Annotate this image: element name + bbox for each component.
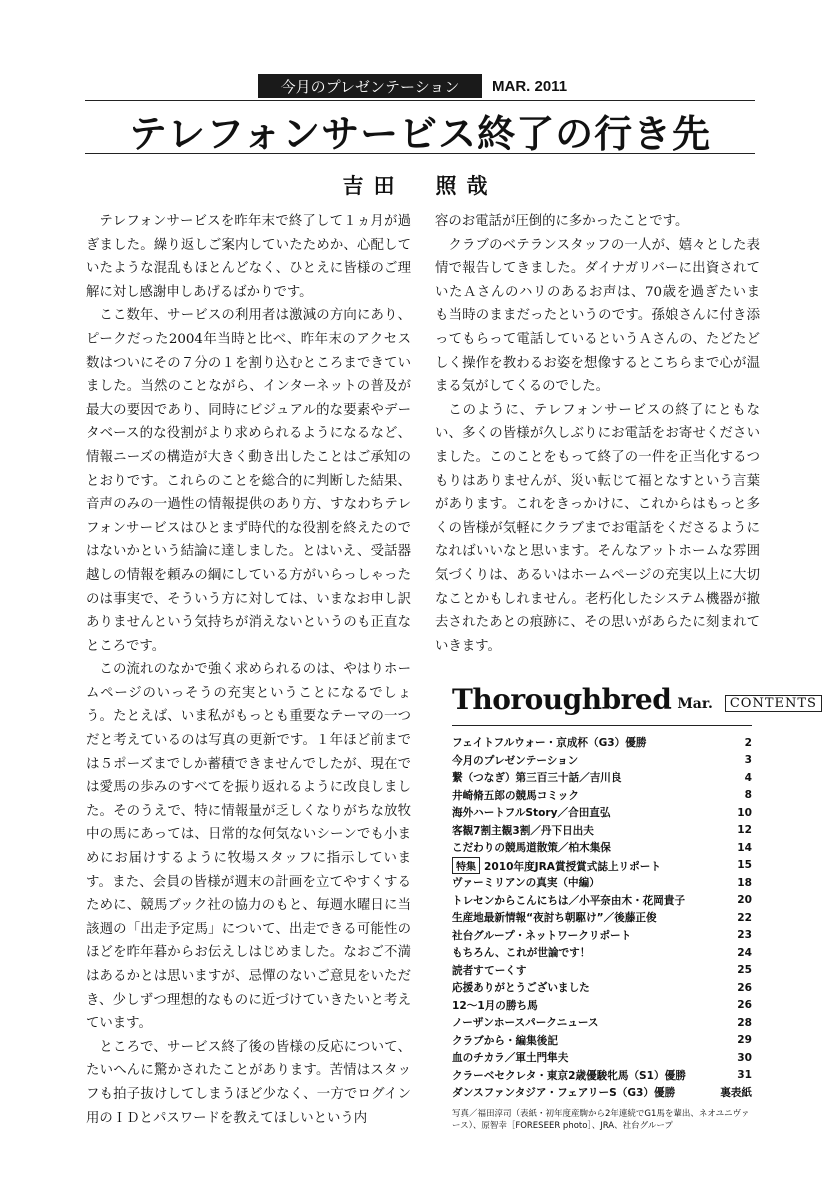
contents-item-page: 26 xyxy=(737,999,752,1012)
contents-item-text: 読者すてーくす xyxy=(452,964,527,977)
contents-item-title xyxy=(452,840,611,855)
contents-item-text: クラブから・編集後記 xyxy=(452,1034,558,1047)
contents-item-page: 裏表紙 xyxy=(720,1087,752,1100)
contents-item-text: 血のチカラ／軍土門隼夫 xyxy=(452,1052,569,1065)
contents-item xyxy=(452,962,752,980)
contents-item-text: ダンスファンタジア・フェアリーS（G3）優勝 xyxy=(452,1087,676,1100)
contents-item xyxy=(452,839,752,857)
contents-item-title xyxy=(452,893,685,908)
contents-item xyxy=(452,979,752,997)
contents-item-text: トレセンからこんにちは／小平奈由木・花岡貴子 xyxy=(452,894,686,907)
paragraph: テレフォンサービスを昨年末で終了して１ヵ月が過ぎました。繰り返しご案内していたためか、心配していたような混乱もほとんどなく、ひとえに皆様のご理解に対し感謝申しあげるばかりです。 xyxy=(86,214,411,300)
contents-item-text: もちろん、これが世論です！ xyxy=(452,947,591,960)
contents-item-title xyxy=(452,735,646,750)
contents-header xyxy=(452,683,817,716)
paragraph: この流れのなかで強く求められるのは、やはりホームページのいっそうの充実ということになるでしょう。たとえば、いま私がもっとも重要なテーマの一つだと考えているのは写真の更新です。１年ほど前までは５ポーズまでしか蓄積できませんでしたが、現在では愛馬の歩みのすべてを振り返れるように改良しました。そのうえで、特に情報量が乏しくなりがちな放牧中の馬にあっては、日常的な何気ないシーンでも小まめにお届けするように牧場スタッフに指示しています。また、会員の皆様が週末の計画を立てやすくするために、競馬ブック社の協力のもと、毎週水曜日に当該週の「出走予定馬」について、出走できる可能性のほどを昨年暮からお伝えしはじめました。なおご不満はあるかとは思いますが、忌憚のないご意見をいただき、少しずつ理想的なものに近づけていきたいと考えています。 xyxy=(86,662,411,1032)
contents-item-text: 2010年度JRA賞授賞式誌上リポート xyxy=(484,860,661,873)
magazine-name: Thoroughbred xyxy=(452,683,672,716)
article-column-right xyxy=(435,210,760,658)
contents-item xyxy=(452,1084,752,1102)
contents-item xyxy=(452,857,752,875)
contents-label: CONTENTS xyxy=(725,695,822,712)
author-name: 吉田 照哉 xyxy=(342,173,498,198)
contents-item xyxy=(452,892,752,910)
contents-item-text: 今月のプレゼンテーション xyxy=(452,754,579,767)
contents-item-text: ノーザンホースパークニュース xyxy=(452,1017,599,1030)
contents-item xyxy=(452,822,752,840)
contents-item-page: 18 xyxy=(737,876,752,889)
contents-item xyxy=(452,1067,752,1085)
contents-item-page: 10 xyxy=(737,806,752,819)
contents-item xyxy=(452,1014,752,1032)
contents-item xyxy=(452,874,752,892)
section-label: 今月のプレゼンテーション xyxy=(258,74,482,98)
contents-item-text: 客観7割主観3割／丹下日出夫 xyxy=(452,824,594,837)
contents-item xyxy=(452,909,752,927)
contents-item-text: フェイトフルウォー・京成杯（G3）優勝 xyxy=(452,737,647,750)
contents-item-title xyxy=(452,910,657,925)
contents-item xyxy=(452,997,752,1015)
contents-item-page: 14 xyxy=(737,841,752,854)
contents-item-text: 海外ハートフルStory／合田直弘 xyxy=(452,807,611,820)
title-divider-top xyxy=(85,100,755,101)
contents-item-title xyxy=(452,1033,558,1048)
contents-item xyxy=(452,804,752,822)
contents-item-text: 社台グループ・ネットワークリポート xyxy=(452,929,632,942)
contents-item-page: 12 xyxy=(737,824,752,837)
paragraph: クラブのベテランスタッフの一人が、嬉々とした表情で報告してきました。ダイナガリバーに出資されていたＡさんのハリのあるお声は、70歳を過ぎたいまも当時のままだったというのです。孫娘さんに付き添ってもらって電話しているというＡさんの、たどたどしく操作を教わるお姿を想像するとこちらまで心が温まる気がしてくるのでした。 xyxy=(435,237,760,395)
contents-item-title xyxy=(452,1068,686,1083)
contents-item-title xyxy=(452,1085,675,1100)
contents-item xyxy=(452,734,752,752)
contents-divider xyxy=(452,725,752,726)
paragraph: このように、テレフォンサービスの終了にともない、多くの皆様が久しぶりにお電話をお寄せくださいました。このことをもって終了の一件を正当化するつもりはありませんが、災い転じて福となすという言葉があります。これをきっかけに、これからはもっと多くの皆様が気軽にクラブまでお電話をくださるようになればいいなと思います。そんなアットホームな雰囲気づくりは、あるいはホームページの充実以上に大切なことかもしれません。老朽化したシステム機器が撤去されたあとの痕跡に、その思いがあらたに刻まれていきます。 xyxy=(435,402,760,654)
contents-item xyxy=(452,787,752,805)
contents-list xyxy=(452,734,752,1102)
contents-item-page: 4 xyxy=(744,771,752,784)
contents-item xyxy=(452,927,752,945)
contents-item-title xyxy=(452,1015,599,1030)
contents-item-page: 31 xyxy=(737,1069,752,1082)
contents-item-page: 26 xyxy=(737,981,752,994)
contents-item-text: 井崎脩五郎の競馬コミック xyxy=(452,789,579,802)
contents-item-text: 応援ありがとうございました xyxy=(452,982,590,995)
contents-item-page: 29 xyxy=(737,1034,752,1047)
contents-item-page: 23 xyxy=(737,929,752,942)
contents-item-title xyxy=(452,805,610,820)
contents-item-title xyxy=(452,998,538,1013)
contents-item-title xyxy=(452,980,590,995)
contents-item-text: こだわりの競馬道散策／柏木集保 xyxy=(452,842,611,855)
contents-item-text: ヴァーミリアンの真実（中編） xyxy=(452,877,600,890)
contents-item-page: 24 xyxy=(737,946,752,959)
contents-item-title xyxy=(452,857,661,874)
contents-item-text: 繋（つなぎ）第三百三十話／吉川良 xyxy=(452,772,622,785)
contents-item-title xyxy=(452,753,578,768)
issue-date: MAR. 2011 xyxy=(492,77,568,95)
contents-item-title xyxy=(452,788,579,803)
header-bar xyxy=(258,74,578,98)
contents-box xyxy=(452,683,817,1132)
contents-item-title xyxy=(452,823,594,838)
contents-item-title xyxy=(452,963,526,978)
contents-item xyxy=(452,1032,752,1050)
magazine-month: Mar. xyxy=(677,696,713,712)
title-divider-bottom xyxy=(85,153,755,154)
paragraph: ここ数年、サービスの利用者は激減の方向にあり、ピークだった2004年当時と比べ、昨年末のアクセス数はついにその７分の１を割り込むところまできていました。当然のことながら、インターネットの普及が最大の要因であり、同時にビジュアル的な要素やデータベース的な役割がより求められるようになるなど、情報ニーズの構造が大きく動き出したことはご承知のとおりです。これらのことを総合的に判断した結果、音声のみの一過性の情報提供のあり方、すなわちテレフォンサービスはひとまず時代的な役割を終えたのではないかという結論に達しました。とはいえ、受話器越しの情報を頼みの綱にしている方がいらっしゃったのは事実で、そういう方に対しては、いまなお申し訳ありませんという気持ちが消えないというのも正直なところです。 xyxy=(86,308,411,654)
contents-item-title xyxy=(452,945,590,960)
contents-item-title xyxy=(452,928,631,943)
contents-item-page: 15 xyxy=(737,859,752,872)
contents-item-page: 8 xyxy=(744,789,752,802)
contents-item-title xyxy=(452,770,622,785)
photo-credit: 写真／福田淳司（表紙・初年度産駒から2年連続でG1馬を輩出、ネオユニヴァース）、原智幸［FORESEER photo］、JRA、社台グループ xyxy=(452,1108,750,1131)
contents-item-text: 生産地最新情報“夜討ち朝駆け”／後藤正俊 xyxy=(452,912,657,925)
contents-item xyxy=(452,944,752,962)
feature-tag: 特集 xyxy=(452,857,480,874)
paragraph: 容のお電話が圧倒的に多かったことです。 xyxy=(435,214,689,229)
contents-item-page: 25 xyxy=(737,964,752,977)
contents-item xyxy=(452,1049,752,1067)
article-title: テレフォンサービス終了の行き先 xyxy=(128,111,712,156)
contents-item xyxy=(452,752,752,770)
contents-item-page: 30 xyxy=(737,1051,752,1064)
contents-item-title xyxy=(452,875,600,890)
contents-item-page: 22 xyxy=(737,911,752,924)
contents-item-page: 20 xyxy=(737,894,752,907)
contents-item-page: 28 xyxy=(737,1016,752,1029)
contents-item xyxy=(452,769,752,787)
contents-item-page: 2 xyxy=(744,736,752,749)
contents-item-page: 3 xyxy=(744,754,752,767)
contents-item-text: クラーベセクレタ・東京2歳優駿牝馬（S1）優勝 xyxy=(452,1069,686,1082)
contents-item-text: 12～1月の勝ち馬 xyxy=(452,999,538,1012)
contents-item-title xyxy=(452,1050,568,1065)
article-column-left xyxy=(86,210,411,1130)
paragraph: ところで、サービス終了後の皆様の反応について、たいへんに驚かされたことがあります。苦情はスタッフも拍子抜けしてしまうほど少なく、一方でログイン用のＩＤとパスワードを教えてほしいという内 xyxy=(86,1039,411,1126)
